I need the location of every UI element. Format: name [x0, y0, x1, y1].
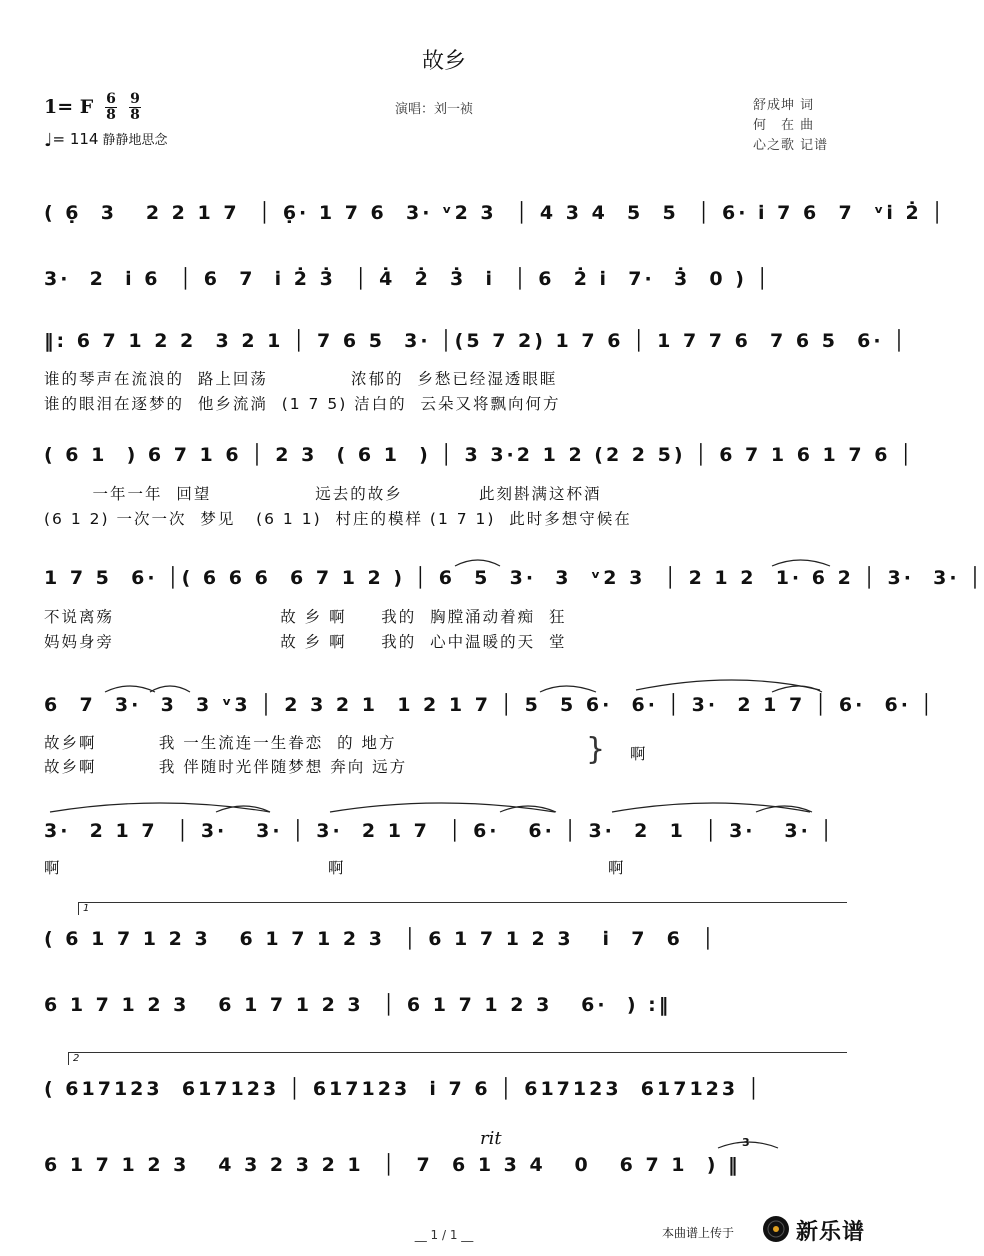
score-row-8: ( 6 1 7 1 2 3 6 1 7 1 2 3 │ 6 1 7 1 2 3 i̇ 7 6 │ — [44, 928, 717, 950]
lyrics-row-3a: 谁的琴声在流浪的 路上回荡 浓郁的 乡愁已经湿透眼眶 — [44, 370, 558, 388]
score-row-7: 3· 2 1 7 │ 3· 3· │ 3· 2 1 7 │ 6· 6· │ 3· 2 1 │ 3· 3· │ — [44, 820, 835, 842]
slur — [50, 803, 270, 812]
slur — [105, 686, 155, 692]
lyrics-row-4a: 一年一年 回望 远去的故乡 此刻斟满这杯酒 — [44, 485, 602, 503]
slur — [330, 803, 555, 812]
lyricist-credit: 舒成坤 词 — [753, 98, 815, 113]
time-num: 6 — [106, 91, 116, 107]
slur — [636, 680, 820, 690]
score-row-5: 1 7 5 6· │( 6 6 6 6 7 1 2 ) │ 6 5 3· 3 ᵛ2 3 │ 2 1 2 1· 6 2 │ 3· 3· │ — [44, 567, 984, 589]
score-row-6: 6 7 3· 3 3 ᵛ3 │ 2 3 2 1 1 2 1 7 │ 5 5 6· 6· │ 3· 2 1 7 │ 6· 6· │ — [44, 694, 936, 716]
time-den: 8 — [106, 107, 116, 123]
score-row-3: ‖: 6 7 1 2 2 3 2 1 │ 7 6 5 3· │(5 7 2) 1 7 6 │ 1 7 7 6 7 6 5 6· │ — [44, 330, 908, 352]
composer-credit: 何 在 曲 — [753, 118, 815, 133]
tempo-value: = 114 — [52, 130, 99, 148]
score-row-2: 3· 2 i̇ 6 │ 6 7 i̇ 2̇ 3̇ │ 4̇ 2̇ 3̇ i̇ │ 6 2̇ i̇ 7· 3̇ 0 ) │ — [44, 268, 771, 290]
key-signature: 1= F — [44, 96, 94, 118]
volta-number: 1 — [83, 903, 90, 914]
slur — [540, 686, 596, 692]
lyrics-row-6b: 故乡啊 我 伴随时光伴随梦想 奔向 远方 — [44, 758, 408, 776]
slur — [772, 560, 830, 566]
lyrics-row-5a: 不说离殇 故 乡 啊 我的 胸膛涌动着痴 狂 — [44, 608, 567, 626]
lyrics-brace: } — [586, 732, 606, 767]
lyrics-row-4b: (6 1 2) 一次一次 梦见 (6 1 1) 村庄的模样 (1 7 1) 此时多想守候在 — [44, 510, 632, 528]
score-row-10: ( 617123 617123 │ 617123 i̇ 7 6 │ 617123 617123 │ — [44, 1078, 763, 1100]
slur — [772, 686, 822, 692]
triplet-marker: 3 — [742, 1136, 750, 1149]
lyrics-row-6a: 故乡啊 我 一生流连一生眷恋 的 地方 — [44, 734, 397, 752]
time-num: 9 — [130, 91, 140, 107]
score-row-11: 6 1 7 1 2 3 4 3 2 3 2 1 │ 7 6 1 3 4 0 6 7 1 ) ‖ — [44, 1154, 741, 1176]
singer-credit: 演唱：刘一祯 — [395, 102, 474, 117]
slur — [612, 803, 810, 812]
triplet-bracket — [718, 1142, 778, 1148]
lyrics-row-3b: 谁的眼泪在逐梦的 他乡流淌 (1 7 5) 洁白的 云朵又将飘向何方 — [44, 395, 561, 413]
transcriber-credit: 心之歌 记谱 — [753, 138, 829, 153]
lyrics-ah-6: 啊 — [630, 745, 648, 763]
slur — [455, 560, 500, 566]
volta-number: 2 — [73, 1053, 80, 1064]
lyrics-ah-7c: 啊 — [608, 859, 626, 877]
slur — [150, 686, 190, 692]
quarter-note-icon: ♩ — [44, 130, 53, 151]
page-number: __ 1 / 1 __ — [414, 1228, 474, 1242]
score-row-1: ( 6̣ 3 2 2 1 7 │ 6̣· 1 7 6 3· ᵛ2 3 │ 4 3 4 5 5 │ 6· i̇ 7 6 7 ᵛi̇ 2̇ │ — [44, 202, 946, 224]
lyrics-ah-7a: 啊 — [44, 859, 62, 877]
lyrics-row-5b: 妈妈身旁 故 乡 啊 我的 心中温暖的天 堂 — [44, 633, 567, 651]
song-title: 故乡 — [421, 49, 466, 74]
time-den: 8 — [130, 107, 140, 123]
score-row-4: ( 6 1 ) 6 7 1 6 │ 2 3 ( 6 1 ) │ 3 3·2 1 2 (2 2 5) │ 6 7 1 6 1 7 6 │ — [44, 444, 915, 466]
score-row-9: 6 1 7 1 2 3 6 1 7 1 2 3 │ 6 1 7 1 2 3 6· ) :‖ — [44, 994, 672, 1016]
tempo-description: 静静地思念 — [102, 133, 168, 148]
upload-notice: 本曲谱上传于 — [662, 1226, 735, 1240]
record-logo-icon — [762, 1215, 790, 1243]
brand-name[interactable]: 新乐谱 — [796, 1220, 866, 1245]
ritardando-marking: rit — [480, 1128, 502, 1149]
slur-group — [50, 560, 830, 1148]
lyrics-ah-7b: 啊 — [328, 859, 346, 877]
